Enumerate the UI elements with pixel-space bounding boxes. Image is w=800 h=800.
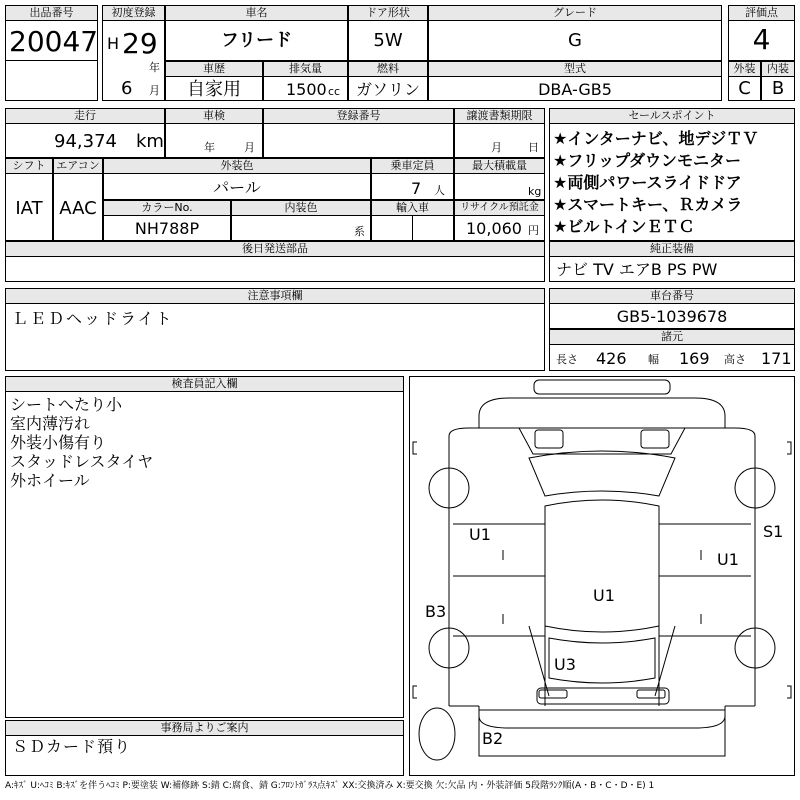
sales-point: ★両側パワースライドドア	[553, 173, 742, 192]
aircon: AAC	[59, 198, 97, 219]
shift-header: シフト	[5, 158, 53, 174]
shift: IAT	[15, 198, 43, 219]
max-load-header: 最大積載量	[454, 158, 545, 174]
inspection-month-unit: 月	[244, 141, 255, 154]
recycle-fee: 10,060	[466, 219, 522, 238]
load-unit: kg	[528, 185, 542, 198]
interior-header: 内装	[761, 61, 795, 77]
mark-left-rear: B3	[425, 602, 447, 621]
door-type-header: ドア形状	[348, 5, 428, 21]
mileage-unit: km	[136, 131, 164, 152]
inspector-note: 外装小傷有り	[10, 433, 107, 452]
inspection-header: 車検	[165, 108, 263, 124]
history-header: 車歴	[165, 61, 263, 77]
grade: G	[568, 30, 582, 51]
height-label: 高さ	[724, 353, 746, 366]
transfer-month-unit: 月	[491, 141, 502, 154]
chassis-number: GB5-1039678	[616, 307, 728, 326]
registration-month: 6	[121, 78, 133, 99]
legend: A:ｷｽﾞ U:ﾍｺﾐ B:ｷｽﾞを伴うﾍｺﾐ P:要塗装 W:補修跡 S:錆 C:腐食、錆 G:ﾌﾛﾝﾄｶﾞﾗｽ点ｷｽﾞ XX:交換済み X:要交換 欠:欠品 内・外装評価 5段階ﾗﾝｸ順(A・B・C・D・E) 1	[5, 781, 655, 791]
registration-number-header: 登録番号	[263, 108, 454, 124]
door-type: 5W	[373, 30, 403, 51]
sales-points-header: セールスポイント	[549, 108, 795, 124]
capacity-unit: 人	[434, 184, 445, 197]
genuine-equipment-header: 純正装備	[549, 241, 795, 257]
displacement: 1500	[286, 80, 327, 99]
recycle-unit: 円	[528, 224, 539, 237]
score: 4	[752, 23, 771, 56]
chassis-number-header: 車台番号	[549, 288, 795, 304]
transfer-day-unit: 日	[528, 141, 539, 154]
model-type: DBA-GB5	[538, 80, 612, 99]
inspector-note: スタッドレスタイヤ	[10, 452, 154, 471]
inspector-note: シートへたり小	[10, 395, 123, 414]
registration-year: 29	[122, 27, 158, 60]
interior-grade: B	[771, 78, 785, 99]
car-name-header: 車名	[165, 5, 348, 21]
aircon-header: エアコン	[53, 158, 103, 174]
exterior-header: 外装	[728, 61, 761, 77]
grade-header: グレード	[428, 5, 722, 21]
sales-point: ★スマートキー、Ｒカメラ	[553, 195, 743, 214]
mark-front-left-door: U1	[469, 525, 491, 544]
capacity: 7	[411, 179, 422, 198]
model-type-header: 型式	[428, 61, 722, 77]
notes: ＬＥＤヘッドライト	[12, 309, 174, 328]
color-no: NH788P	[134, 219, 200, 238]
capacity-header: 乗車定員	[371, 158, 454, 174]
height: 171	[761, 349, 792, 368]
import-header: 輸入車	[371, 200, 454, 216]
interior-color-unit: 系	[354, 225, 365, 238]
inspection-year-unit: 年	[204, 141, 215, 154]
sales-point: ★フリップダウンモニター	[553, 151, 741, 170]
notes-header: 注意事項欄	[5, 288, 545, 304]
office-notes-header: 事務局よりご案内	[5, 720, 404, 736]
genuine-equipment: ナビ TV エアB PS PW	[556, 260, 718, 279]
mileage: 94,374	[54, 131, 117, 152]
score-header: 評価点	[728, 5, 795, 21]
inspector-note: 外ホイール	[10, 471, 90, 490]
office-notes: ＳＤカード預り	[12, 737, 132, 756]
displacement-header: 排気量	[263, 61, 348, 77]
lot-number: 20047	[9, 25, 99, 58]
mark-rear-bumper: B2	[482, 729, 504, 748]
sales-point: ★インターナビ、地デジＴＶ	[553, 129, 759, 148]
year-unit: 年	[149, 61, 160, 74]
history: 自家用	[187, 79, 241, 100]
displacement-unit: cc	[328, 85, 341, 98]
exterior-color: パール	[213, 178, 261, 197]
length-label: 長さ	[556, 353, 578, 366]
mark-right-side: S1	[763, 522, 784, 541]
month-unit: 月	[149, 84, 160, 97]
inspector-note: 室内薄汚れ	[10, 414, 91, 433]
mark-right-door: U1	[717, 550, 739, 569]
mileage-header: 走行	[5, 108, 165, 124]
sales-points-list	[553, 128, 793, 238]
era: H	[107, 34, 120, 53]
lot-number-header: 出品番号	[5, 5, 98, 21]
color-no-header: カラーNo.	[103, 200, 231, 216]
fuel-header: 燃料	[348, 61, 428, 77]
sales-point: ★ビルトインＥＴＣ	[553, 217, 695, 236]
inspector-notes-header: 検査員記入欄	[5, 376, 404, 392]
first-registration-header: 初度登録	[102, 5, 165, 21]
width-label: 幅	[648, 353, 659, 366]
later-parts-header: 後日発送部品	[5, 241, 545, 257]
inspector-notes-list	[10, 395, 153, 490]
car-diagram	[409, 376, 795, 776]
recycle-header: リサイクル預託金	[454, 200, 545, 216]
exterior-color-header: 外装色	[103, 158, 371, 174]
dimensions-header: 諸元	[549, 329, 795, 345]
interior-color-header: 内装色	[231, 200, 371, 216]
car-name: フリード	[220, 30, 293, 51]
mark-roof: U1	[593, 586, 615, 605]
mark-rear-hatch: U3	[554, 655, 576, 674]
fuel: ガソリン	[355, 80, 420, 99]
width: 169	[679, 349, 710, 368]
exterior-grade: C	[738, 78, 751, 99]
transfer-deadline-header: 譲渡書類期限	[454, 108, 545, 124]
length: 426	[596, 349, 627, 368]
